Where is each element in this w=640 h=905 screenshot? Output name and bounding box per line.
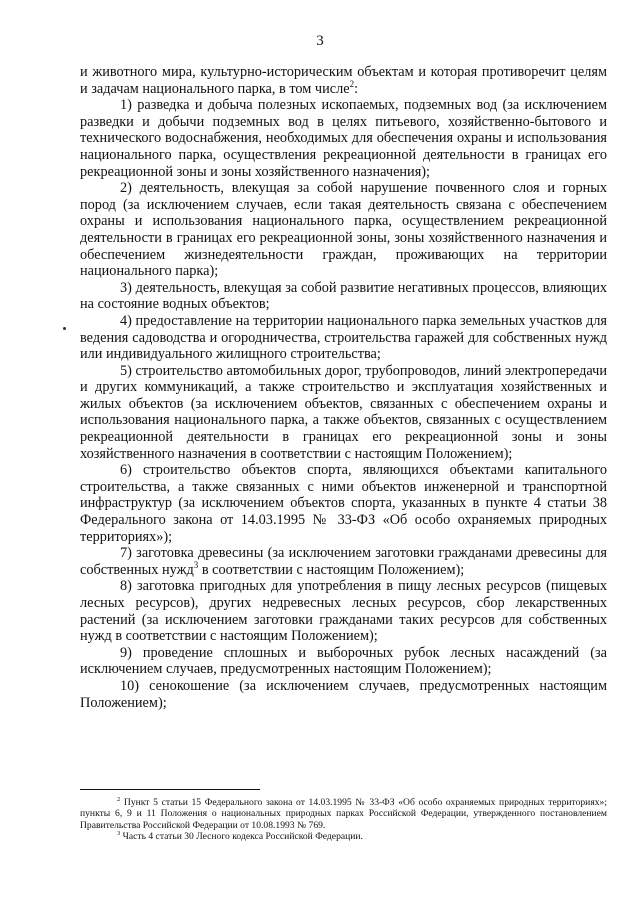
footnote-divider xyxy=(80,789,260,790)
footnotes xyxy=(80,797,607,842)
footnote-2-marker: 2 xyxy=(117,795,121,803)
document-body xyxy=(80,64,607,711)
intro-text: и животного мира, культурно-историческим объектам и которая противоречит целям и задачам национального парка, в том числе xyxy=(80,64,607,97)
footnote-ref-2: 2 xyxy=(349,78,355,89)
footnote-3 xyxy=(80,831,607,842)
list-item-3: 3) деятельность, влекущая за собой развитие негативных процессов, влияющих на состояние водных объектов; xyxy=(80,279,607,313)
list-item-9: 9) проведение сплошных и выборочных рубок лесных насаждений (за исключением случаев, предусмотренных настоящим Положением); xyxy=(80,644,607,678)
footnote-ref-3: 3 xyxy=(193,560,199,571)
list-item-1: 1) разведка и добыча полезных ископаемых, подземных вод (за исключением разведки и добычи подземных вод в целях питьевого, хозяйственно-бытового и технического водоснабжения, необходимых для обеспечения охраны и использования национального парка, осуществления рекреационной деятельности в границах его рекреационной зоны и зоны хозяйственного назначения); xyxy=(80,97,607,180)
list-item-7 xyxy=(80,545,607,578)
list-item-10: 10) сенокошение (за исключением случаев, предусмотренных настоящим Положением); xyxy=(80,677,607,711)
list-item-7-text: 7) заготовка древесины (за исключением заготовки гражданами древесины для собственных нужд xyxy=(80,545,607,578)
list-item-7-tail: в соответствии с настоящим Положением); xyxy=(198,561,465,578)
list-item-5: 5) строительство автомобильных дорог, трубопроводов, линий электропередачи и других коммуникаций, а также строительство и эксплуатация хозяйственных и жилых объектов (за исключением объектов, связанных с обеспечением охраны и использования национального парка, а также объектов, связанных с осуществлением рекреационной деятельности в границах его рекреационной зоны и зоны хозяйственного назначения в соответствии с настоящим Положением); xyxy=(80,362,607,462)
footnote-3-text: Часть 4 статьи 30 Лесного кодекса Российской Федерации. xyxy=(120,830,363,842)
footnote-3-marker: 3 xyxy=(117,829,121,837)
intro-tail: : xyxy=(354,80,359,97)
list-item-6: 6) строительство объектов спорта, являющихся объектами капитального строительства, а также связанных с ними объектов инженерной и транспортной инфраструктур (за исключением объектов спорта, указанных в пункте 4 статьи 38 Федерального закона от 14.03.1995 № 33-ФЗ «Об особо охраняемых природных территориях»); xyxy=(80,462,607,545)
footnote-2 xyxy=(80,797,607,831)
intro-paragraph xyxy=(80,64,607,97)
list-item-8: 8) заготовка пригодных для употребления в пищу лесных ресурсов (пищевых лесных ресурсов), других недревесных лесных ресурсов, сбор лекарственных растений (за исключением заготовки гражданами таких ресурсов для собственных нужд в соответствии с настоящим Положением); xyxy=(80,578,607,645)
list-item-4: 4) предоставление на территории национального парка земельных участков для ведения садоводства и огородничества, строительства гаражей для собственных нужд или индивидуального жилищного строительства; xyxy=(80,312,607,363)
list-item-2: 2) деятельность, влекущая за собой нарушение почвенного слоя и горных пород (за исключением случаев, если такая деятельность связана с обеспечением охраны и использования национального парка, осуществлением рекреационной деятельности в границах его рекреационной зоны, зоны хозяйственного назначения и обеспечением жизнедеятельности граждан, проживающих на территории национального парка); xyxy=(80,180,607,280)
margin-dot-mark xyxy=(63,327,66,330)
footnote-2-text: Пункт 5 статьи 15 Федерального закона от 14.03.1995 № 33-ФЗ «Об особо охраняемых природных территориях»; пункты 6, 9 и 11 Положения о национальных природных парках Российской Федерации, утвержденного постановлением Правительства Российской Федерации от 10.08.1993 № 769. xyxy=(80,797,607,831)
page-number: 3 xyxy=(316,33,324,49)
